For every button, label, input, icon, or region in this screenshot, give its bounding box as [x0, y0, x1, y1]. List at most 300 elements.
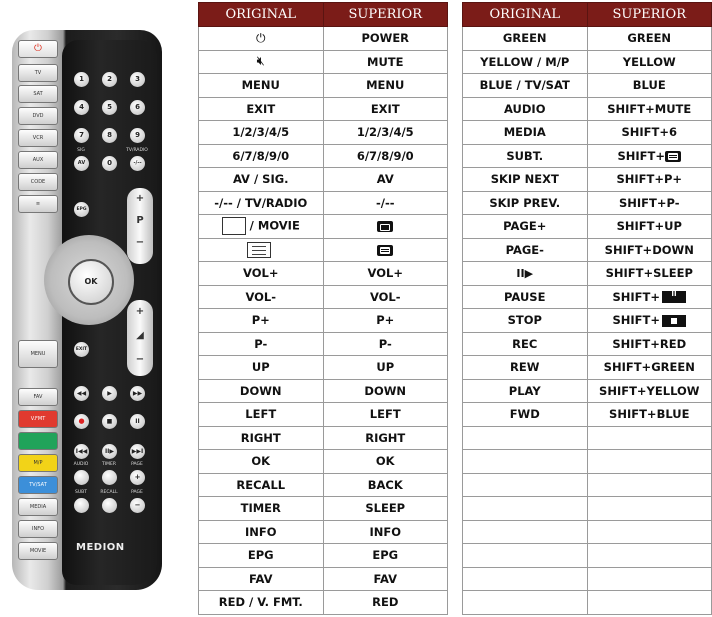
key-label: RIGHT: [365, 430, 406, 445]
table-row: [199, 27, 448, 51]
table-row: [199, 97, 448, 121]
original-key-cell: [199, 238, 324, 262]
table-row: [199, 544, 448, 568]
table-row: [463, 497, 712, 521]
pause-icon: II: [130, 414, 145, 429]
key-label: PLAY: [508, 383, 541, 398]
key-label: INFO: [369, 524, 402, 539]
blank-box-icon: [222, 217, 246, 235]
key-label: PAUSE: [504, 289, 546, 304]
superior-key-cell: [323, 356, 448, 380]
key-label: LEFT: [245, 407, 277, 422]
original-key-cell: [463, 403, 588, 427]
superior-key-cell: [587, 215, 712, 239]
key-label: -/--: [375, 195, 395, 210]
superior-key-cell: [587, 473, 712, 497]
mapping-table-left: [198, 2, 448, 615]
original-key-cell: [463, 309, 588, 333]
key-label: SHIFT+P-: [618, 195, 680, 210]
table-row: [199, 450, 448, 474]
original-key-cell: [463, 74, 588, 98]
key-label: FWD: [509, 407, 540, 422]
table-row: [463, 473, 712, 497]
key-label: MENU: [241, 78, 280, 93]
superior-key-cell: [587, 144, 712, 168]
original-key-cell: [463, 97, 588, 121]
original-key-cell: [199, 50, 324, 74]
original-key-cell: [199, 544, 324, 568]
key-label: STOP: [507, 313, 542, 328]
remote-subt-button: [74, 498, 89, 513]
superior-key-cell: [587, 379, 712, 403]
superior-key-cell: [587, 121, 712, 145]
superior-key-cell: [587, 285, 712, 309]
table-row: [463, 262, 712, 286]
mapping-table-right-body: [463, 27, 712, 615]
key-label: SHIFT+: [612, 313, 661, 328]
superior-key-cell: [587, 168, 712, 192]
remote-side-button: FAV: [18, 388, 58, 406]
remote-label: EXIT: [74, 342, 89, 357]
table-row: [463, 238, 712, 262]
original-key-cell: [199, 332, 324, 356]
table-row: [199, 144, 448, 168]
original-key-cell: [463, 450, 588, 474]
key-label: UP: [251, 360, 270, 375]
superior-key-cell: [587, 426, 712, 450]
table-row: [199, 238, 448, 262]
original-key-cell: [199, 473, 324, 497]
superior-key-cell: [323, 215, 448, 239]
table-row: [199, 50, 448, 74]
remote-side-button: DVD: [18, 107, 58, 125]
original-key-cell: [199, 168, 324, 192]
remote-number-button: 0: [102, 156, 117, 171]
superior-key-cell: [323, 262, 448, 286]
superior-key-cell: [323, 426, 448, 450]
table-row: [199, 403, 448, 427]
remote-label: EPG: [74, 202, 89, 217]
table-row: [463, 191, 712, 215]
table-row: [199, 121, 448, 145]
table-row: [199, 191, 448, 215]
original-key-cell: [463, 121, 588, 145]
remote-audio-button: [74, 470, 89, 485]
original-key-cell: [463, 567, 588, 591]
key-label: 1/2/3/4/5: [232, 125, 290, 140]
key-label: SHIFT+YELLOW: [599, 383, 700, 398]
original-key-cell: [463, 144, 588, 168]
table-row: [199, 262, 448, 286]
teletext-chip-icon: [377, 245, 393, 256]
original-key-cell: [463, 191, 588, 215]
key-label: SUBT.: [506, 148, 544, 163]
stop-icon: ■: [102, 414, 117, 429]
table-row: [199, 520, 448, 544]
original-key-cell: [463, 332, 588, 356]
screen-chip-icon: [377, 221, 393, 232]
remote-side-button: MEDIA: [18, 498, 58, 516]
remote-label: RECALL: [100, 490, 118, 495]
page-up-icon: +: [130, 470, 145, 485]
key-label: SHIFT+DOWN: [604, 242, 694, 257]
superior-key-cell: [323, 567, 448, 591]
table-row: [463, 520, 712, 544]
key-label: YELLOW: [622, 54, 676, 69]
table-row: [463, 403, 712, 427]
remote-label: PAGE: [131, 462, 143, 467]
table-row: [463, 356, 712, 380]
key-label: SHIFT+RED: [612, 336, 687, 351]
key-label: GREEN: [502, 31, 547, 46]
remote-label: TV/RADIO: [126, 148, 148, 153]
remote-side-button: TV: [18, 64, 58, 82]
key-label: SHIFT+SLEEP: [605, 266, 693, 281]
remote-green-button: [18, 432, 58, 450]
original-key-cell: [463, 379, 588, 403]
key-label: PAGE-: [505, 242, 544, 257]
table-row: [463, 544, 712, 568]
remote-side-button: M/P: [18, 454, 58, 472]
original-key-cell: [463, 520, 588, 544]
pause-icon: [662, 291, 686, 303]
remote-number-button: 4: [74, 100, 89, 115]
original-key-cell: [199, 497, 324, 521]
original-key-cell: [199, 450, 324, 474]
remote-number-button: AV: [74, 156, 89, 171]
table-row: [199, 567, 448, 591]
remote-side-button: MENU: [18, 340, 58, 368]
original-key-cell: [199, 97, 324, 121]
original-key-cell: [463, 497, 588, 521]
stop-icon: [662, 315, 686, 327]
original-key-cell: [199, 191, 324, 215]
original-key-cell: [199, 121, 324, 145]
remote-number-button: 5: [102, 100, 117, 115]
remote-number-button: 9: [130, 128, 145, 143]
table-row: [199, 591, 448, 615]
superior-key-cell: [323, 520, 448, 544]
key-label: SKIP PREV.: [489, 195, 561, 210]
header-superior: SUPERIOR: [587, 3, 712, 27]
header-original: ORIGINAL: [463, 3, 588, 27]
superior-key-cell: [587, 74, 712, 98]
original-key-cell: [463, 591, 588, 615]
original-key-cell: [199, 262, 324, 286]
table-row: [463, 97, 712, 121]
table-row: [199, 426, 448, 450]
table-row: [463, 27, 712, 51]
key-label: BLUE / TV/SAT: [479, 78, 570, 93]
key-label: 1/2/3/4/5: [356, 125, 414, 140]
key-label: AUDIO: [504, 101, 546, 116]
superior-key-cell: [587, 567, 712, 591]
key-label: RECALL: [236, 477, 286, 492]
original-key-cell: [199, 74, 324, 98]
table-row: [199, 285, 448, 309]
key-label: DOWN: [364, 383, 407, 398]
original-key-cell: [199, 356, 324, 380]
superior-key-cell: [323, 591, 448, 615]
key-label: SHIFT+6: [621, 125, 678, 140]
remote-side-button: CODE: [18, 173, 58, 191]
superior-key-cell: [323, 285, 448, 309]
superior-key-cell: [323, 191, 448, 215]
remote-label: PAGE: [131, 490, 143, 495]
superior-key-cell: [587, 497, 712, 521]
key-label: AV: [376, 172, 394, 187]
remote-side-button: V.FMT: [18, 410, 58, 428]
remote-label: SIG: [77, 148, 85, 153]
key-label: OK: [251, 454, 271, 469]
teletext-chip-icon: [665, 151, 681, 162]
original-key-cell: [199, 567, 324, 591]
table-row: [463, 379, 712, 403]
original-key-cell: [463, 50, 588, 74]
table-row: [463, 285, 712, 309]
remote-number-button: 1: [74, 72, 89, 87]
superior-key-cell: [323, 473, 448, 497]
remote-side-button: TV/SAT: [18, 476, 58, 494]
superior-key-cell: [587, 238, 712, 262]
remote-label: SUBT: [75, 490, 87, 495]
key-label: LEFT: [369, 407, 401, 422]
key-label: SHIFT+BLUE: [609, 407, 690, 422]
key-label: INFO: [244, 524, 277, 539]
original-key-cell: [199, 591, 324, 615]
superior-key-cell: [323, 50, 448, 74]
superior-key-cell: [323, 450, 448, 474]
original-key-cell: [463, 168, 588, 192]
key-label: FAV: [373, 571, 398, 586]
key-label: P-: [254, 336, 268, 351]
key-label: MUTE: [367, 54, 404, 69]
remote-side-button: MOVIE: [18, 542, 58, 560]
remote-ok-button: OK: [68, 259, 114, 305]
superior-key-cell: [587, 450, 712, 474]
key-label: POWER: [361, 31, 410, 46]
superior-key-cell: [587, 332, 712, 356]
remote-number-button: 2: [102, 72, 117, 87]
original-key-cell: [199, 144, 324, 168]
key-label: P-: [378, 336, 392, 351]
superior-key-cell: [587, 403, 712, 427]
forward-icon: ▶▶: [130, 386, 145, 401]
original-key-cell: [199, 403, 324, 427]
key-label: YELLOW / M/P: [480, 54, 570, 69]
table-row: [199, 497, 448, 521]
key-label: GREEN: [627, 31, 672, 46]
superior-key-cell: [323, 27, 448, 51]
mapping-table-right: [462, 2, 712, 615]
key-label: BLUE: [632, 78, 666, 93]
remote-number-button: 7: [74, 128, 89, 143]
skip-next-icon: ▶▶I: [130, 444, 145, 459]
key-label: / MOVIE: [249, 218, 300, 233]
remote-number-button: 3: [130, 72, 145, 87]
remote-control-image: [12, 30, 162, 590]
table-row: [463, 332, 712, 356]
key-label: EXIT: [370, 101, 400, 116]
superior-key-cell: [323, 168, 448, 192]
original-key-cell: [463, 544, 588, 568]
power-icon: ⏻: [256, 30, 266, 45]
key-label: P+: [376, 313, 395, 328]
play-icon: ▶: [102, 386, 117, 401]
power-icon: ⏻: [18, 40, 58, 58]
remote-recall-button: [102, 498, 117, 513]
superior-key-cell: [323, 403, 448, 427]
mapping-table-left-body: [199, 27, 448, 615]
remote-side-button: AUX: [18, 151, 58, 169]
key-label: BACK: [367, 477, 403, 492]
key-label: 6/7/8/9/0: [232, 148, 290, 163]
key-label: AV / SIG.: [232, 172, 289, 187]
superior-key-cell: [587, 262, 712, 286]
remote-volume-rocker: + ◢ −: [127, 300, 153, 376]
header-original: ORIGINAL: [199, 3, 324, 27]
superior-key-cell: [323, 544, 448, 568]
key-label: RIGHT: [240, 430, 281, 445]
superior-key-cell: [587, 191, 712, 215]
table-row: [199, 168, 448, 192]
skip-prev-icon: I◀◀: [74, 444, 89, 459]
key-label: DOWN: [239, 383, 282, 398]
superior-key-cell: [587, 544, 712, 568]
table-row: [463, 121, 712, 145]
table-row: [463, 309, 712, 333]
table-row: [463, 50, 712, 74]
key-label: SLEEP: [365, 501, 406, 516]
remote-dpad: [44, 235, 134, 325]
table-row: [463, 567, 712, 591]
superior-key-cell: [587, 356, 712, 380]
key-label: P+: [251, 313, 270, 328]
original-key-cell: [199, 426, 324, 450]
key-label: SHIFT+P+: [616, 172, 683, 187]
key-label: 6/7/8/9/0: [356, 148, 414, 163]
superior-key-cell: [587, 97, 712, 121]
table-row: [463, 215, 712, 239]
key-label: SHIFT+GREEN: [603, 360, 695, 375]
table-row: [463, 591, 712, 615]
key-label: TIMER: [240, 501, 281, 516]
header-superior: SUPERIOR: [323, 3, 448, 27]
table-row: [199, 473, 448, 497]
original-key-cell: [199, 285, 324, 309]
superior-key-cell: [587, 591, 712, 615]
remote-number-button: 6: [130, 100, 145, 115]
key-label: MENU: [366, 78, 405, 93]
table-row: [463, 450, 712, 474]
table-row: [199, 74, 448, 98]
original-key-cell: [463, 473, 588, 497]
superior-key-cell: [587, 50, 712, 74]
key-label: VOL-: [245, 289, 277, 304]
key-label: FAV: [248, 571, 273, 586]
original-key-cell: [199, 379, 324, 403]
remote-side-button: SAT: [18, 85, 58, 103]
superior-key-cell: [323, 238, 448, 262]
key-label: SHIFT+: [612, 289, 661, 304]
superior-key-cell: [587, 520, 712, 544]
original-key-cell: [199, 520, 324, 544]
remote-number-button: 8: [102, 128, 117, 143]
key-label: EPG: [247, 548, 274, 563]
key-label: OK: [375, 454, 395, 469]
original-key-cell: [463, 285, 588, 309]
superior-key-cell: [323, 121, 448, 145]
key-label: RED / V. FMT.: [218, 595, 303, 610]
table-row: [463, 74, 712, 98]
key-label: REC: [512, 336, 538, 351]
key-label: MEDIA: [503, 125, 546, 140]
superior-key-cell: [323, 74, 448, 98]
superior-key-cell: [323, 97, 448, 121]
original-key-cell: [463, 426, 588, 450]
remote-brand-logo: MEDION: [76, 542, 125, 553]
remote-number-button: -/--: [130, 156, 145, 171]
step-play-icon: II▶: [102, 444, 117, 459]
remote-channel-rocker: + P −: [127, 188, 153, 264]
key-label: EXIT: [246, 101, 276, 116]
superior-key-cell: [323, 379, 448, 403]
remote-label: TIMER: [102, 462, 116, 467]
remote-side-button: VCR: [18, 129, 58, 147]
superior-key-cell: [587, 309, 712, 333]
key-label: VOL-: [369, 289, 401, 304]
table-row: [199, 332, 448, 356]
table-row: [463, 168, 712, 192]
step-play-icon: II▶: [516, 267, 534, 281]
original-key-cell: [463, 238, 588, 262]
remote-side-button: INFO: [18, 520, 58, 538]
key-label: UP: [376, 360, 395, 375]
table-header-row: [463, 3, 712, 27]
original-key-cell: [199, 27, 324, 51]
original-key-cell: [463, 262, 588, 286]
key-label: VOL+: [243, 266, 279, 281]
table-row: [199, 309, 448, 333]
teletext-menu-icon: [247, 242, 271, 258]
key-label: SHIFT+UP: [616, 219, 682, 234]
mute-icon: 🔇︎: [256, 54, 265, 70]
key-label: -/-- / TV/RADIO: [214, 195, 308, 210]
key-label: PAGE+: [503, 219, 547, 234]
key-label: EPG: [372, 548, 399, 563]
key-label: VOL+: [367, 266, 403, 281]
superior-key-cell: [323, 497, 448, 521]
table-row: [463, 144, 712, 168]
key-label: SHIFT+MUTE: [607, 101, 692, 116]
original-key-cell: [463, 27, 588, 51]
original-key-cell: [199, 215, 324, 239]
remote-timer-button: [102, 470, 117, 485]
page-down-icon: −: [130, 498, 145, 513]
superior-key-cell: [323, 309, 448, 333]
table-row: [199, 356, 448, 380]
key-label: RED: [372, 595, 399, 610]
original-key-cell: [463, 215, 588, 239]
table-header-row: [199, 3, 448, 27]
table-row: [463, 426, 712, 450]
teletext-icon: ≡: [18, 195, 58, 213]
superior-key-cell: [323, 332, 448, 356]
key-label: REW: [510, 360, 540, 375]
superior-key-cell: [587, 27, 712, 51]
key-label: SHIFT+: [617, 148, 666, 163]
original-key-cell: [463, 356, 588, 380]
